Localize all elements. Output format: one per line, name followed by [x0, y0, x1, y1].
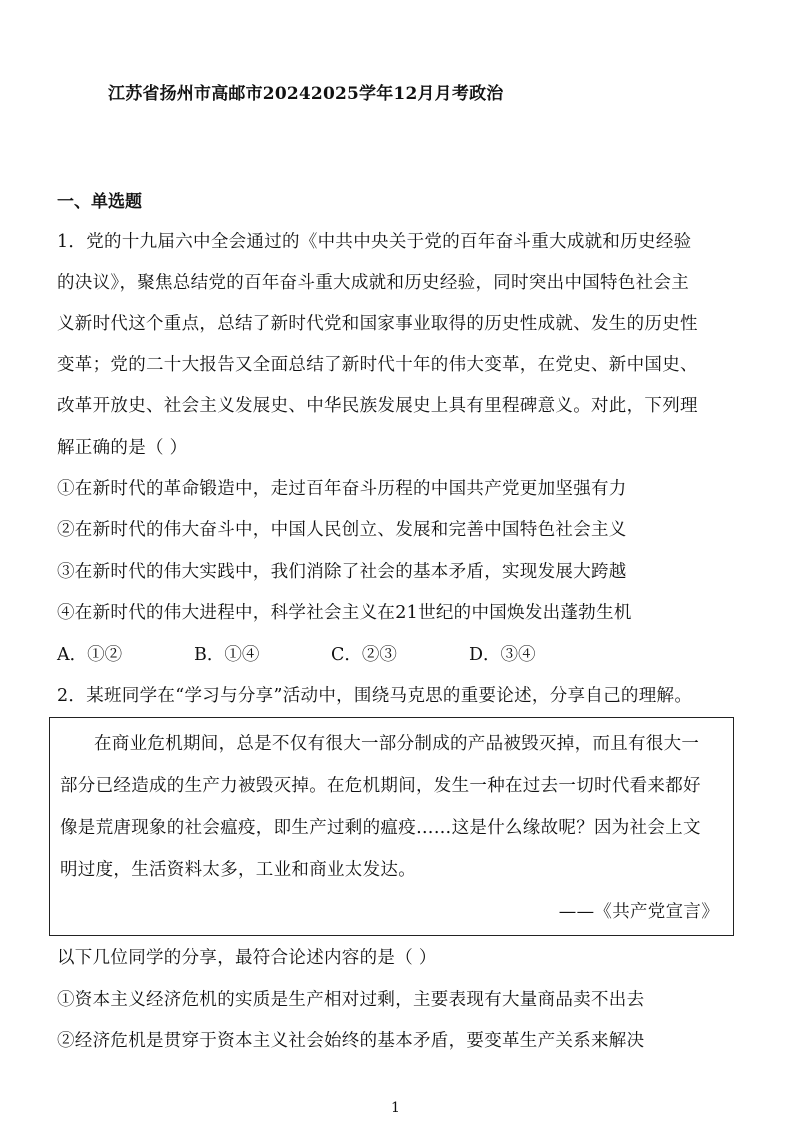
q2-stem: 2．某班同学在“学习与分享”活动中，围绕马克思的重要论述，分享自己的理解。	[57, 686, 693, 706]
q1-choice-b[interactable]: B．①④	[194, 645, 260, 665]
page-title: 江苏省扬州市高邮市20242025学年12月月考政治	[108, 84, 504, 104]
q1-stem-line-3: 义新时代这个重点，总结了新时代党和国家事业取得的历史性成就、发生的历史性	[57, 314, 698, 334]
q1-statement-4: ④在新时代的伟大进程中，科学社会主义在21世纪的中国焕发出蓬勃生机	[57, 603, 632, 623]
q1-statement-2: ②在新时代的伟大奋斗中，中国人民创立、发展和完善中国特色社会主义	[57, 520, 627, 540]
quote-line-3: 像是荒唐现象的社会瘟疫，即生产过剩的瘟疫……这是什么缘故呢？因为社会上文	[60, 818, 701, 838]
q1-choice-a[interactable]: A．①②	[57, 645, 123, 665]
q1-stem-line-1: 1．党的十九届六中全会通过的《中共中央关于党的百年奋斗重大成就和历史经验	[57, 232, 692, 252]
quote-source: ——《共产党宣言》	[558, 902, 719, 922]
q1-statement-3: ③在新时代的伟大实践中，我们消除了社会的基本矛盾，实现发展大跨越	[57, 562, 627, 582]
quote-line-1: 在商业危机期间，总是不仅有很大一部分制成的产品被毁灭掉，而且有很大一	[94, 734, 700, 754]
q1-stem-line-6: 解正确的是（ ）	[57, 438, 188, 458]
q1-choice-c[interactable]: C．②③	[331, 645, 397, 665]
q1-choice-d[interactable]: D．③④	[469, 645, 536, 665]
q1-stem-line-4: 变革；党的二十大报告又全面总结了新时代十年的伟大变革，在党史、新中国史、	[57, 355, 698, 375]
quote-line-2: 部分已经造成的生产力被毁灭掉。在危机期间，发生一种在过去一切时代看来都好	[60, 776, 701, 796]
section-heading: 一、单选题	[57, 192, 142, 212]
quote-line-4: 明过度，生活资料太多，工业和商业太发达。	[60, 860, 416, 880]
q2-prompt: 以下几位同学的分享，最符合论述内容的是（ ）	[57, 948, 437, 968]
q1-statement-1: ①在新时代的革命锻造中，走过百年奋斗历程的中国共产党更加坚强有力	[57, 479, 627, 499]
q1-stem-line-5: 改革开放史、社会主义发展史、中华民族发展史上具有里程碑意义。对此，下列理	[57, 396, 698, 416]
q2-statement-1: ①资本主义经济危机的实质是生产相对过剩，主要表现有大量商品卖不出去	[57, 990, 645, 1010]
page-number: 1	[391, 1100, 400, 1116]
q1-stem-line-2: 的决议》，聚焦总结党的百年奋斗重大成就和历史经验，同时突出中国特色社会主	[57, 273, 690, 293]
quote-box	[49, 717, 734, 936]
q2-statement-2: ②经济危机是贯穿于资本主义社会始终的基本矛盾，要变革生产关系来解决	[57, 1031, 645, 1051]
